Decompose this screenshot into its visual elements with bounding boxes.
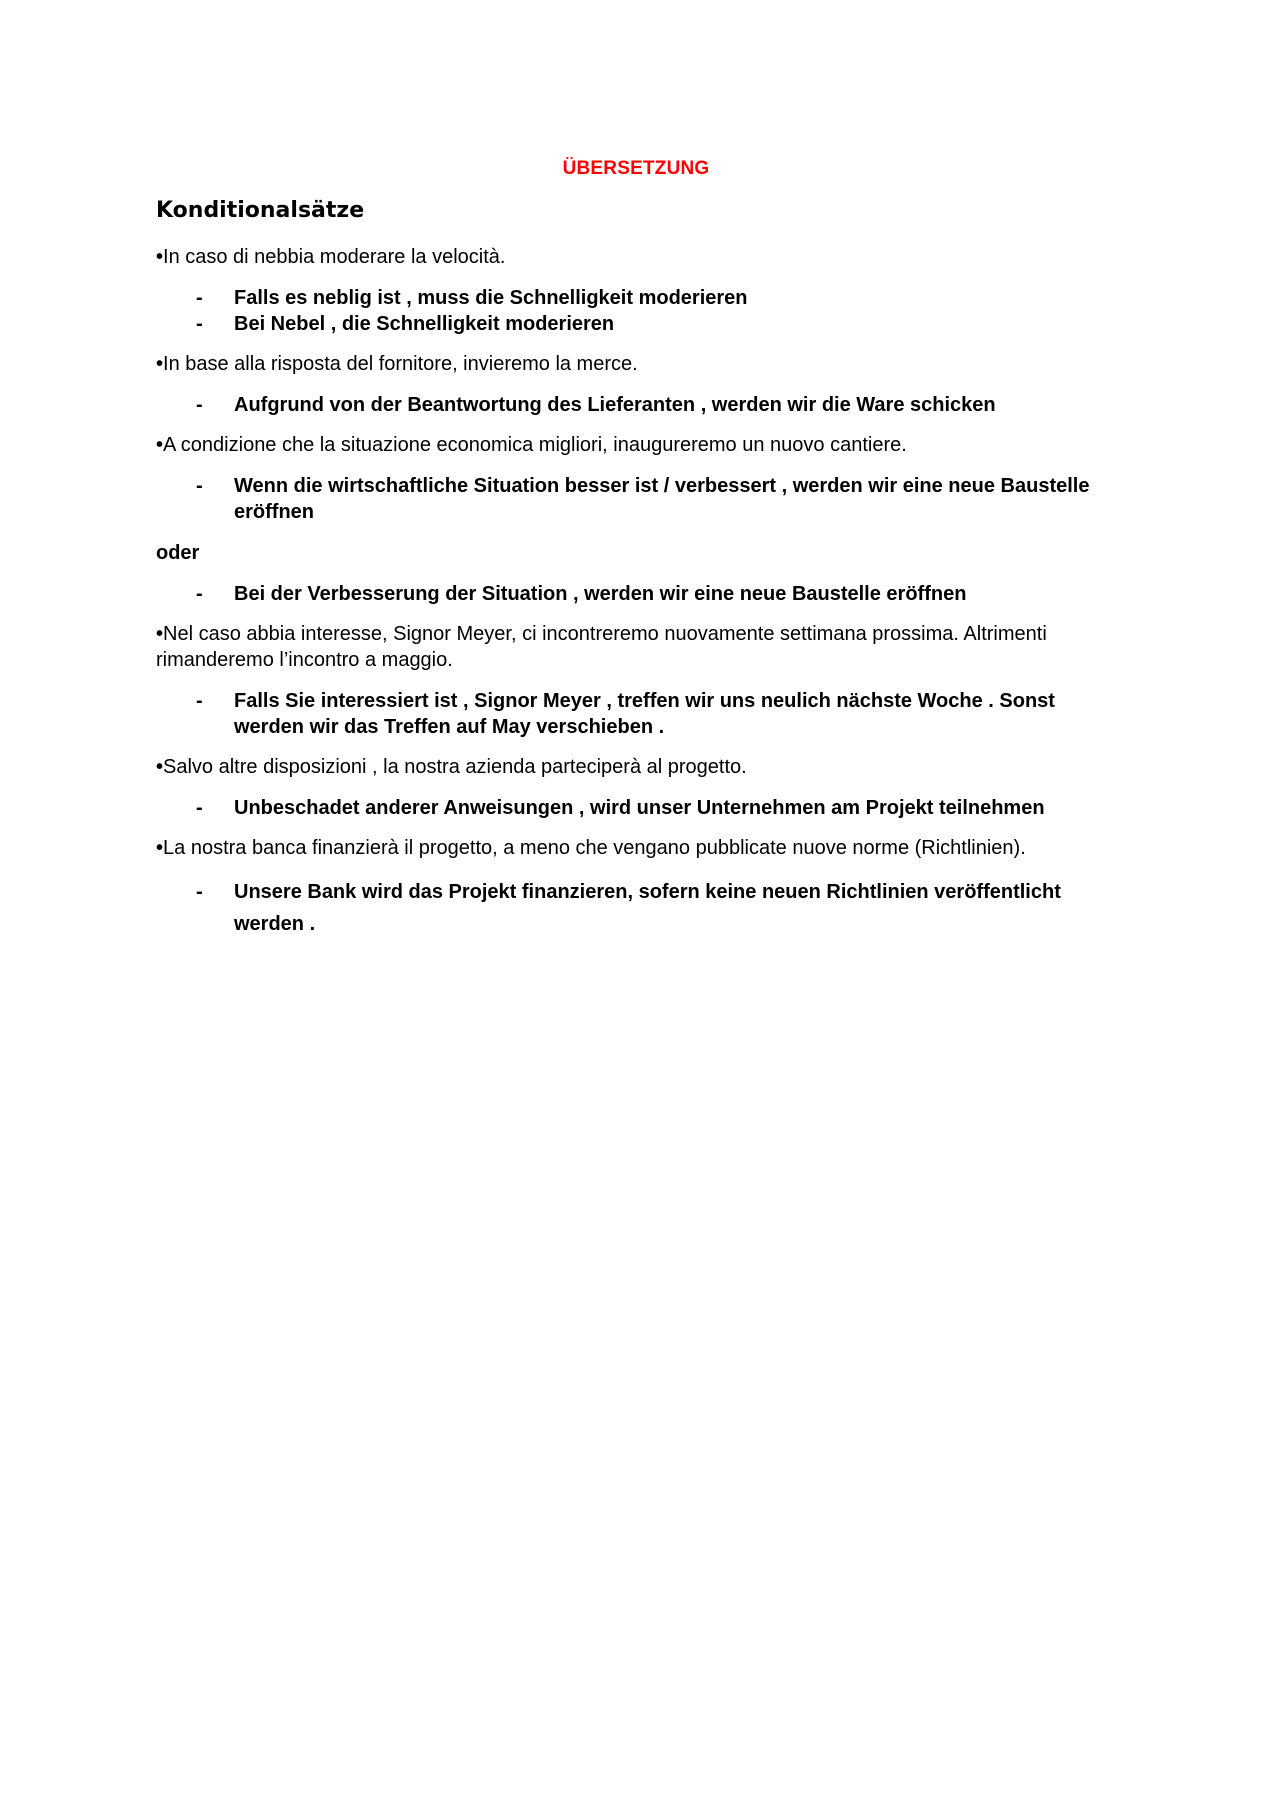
document-content bbox=[156, 150, 1116, 940]
translation-item bbox=[156, 876, 1116, 940]
translation-text: Falls es neblig ist , muss die Schnelligkeit moderieren bbox=[234, 287, 748, 309]
dash-icon: - bbox=[196, 475, 203, 497]
translation-list bbox=[156, 285, 1116, 337]
source-sentence bbox=[156, 244, 1116, 270]
source-sentence bbox=[156, 351, 1116, 377]
translation-text: Falls Sie interessiert ist , Signor Meyer , treffen wir uns neulich nächste Woche . Sonst werden wir das Treffen auf May verschieben . bbox=[234, 690, 1055, 738]
source-text: In base alla risposta del fornitore, invieremo la merce. bbox=[163, 353, 638, 375]
translation-text: Wenn die wirtschaftliche Situation besser ist / verbessert , werden wir eine neue Baustelle eröffnen bbox=[234, 475, 1090, 523]
translation-list bbox=[156, 876, 1116, 940]
translation-item bbox=[156, 795, 1116, 821]
source-text: In caso di nebbia moderare la velocità. bbox=[163, 246, 506, 268]
section-heading: Konditionalsätze bbox=[156, 198, 365, 223]
bullet-icon: • bbox=[156, 756, 164, 778]
dash-icon: - bbox=[196, 313, 203, 335]
translation-item bbox=[156, 581, 1116, 607]
document-title: ÜBERSETZUNG bbox=[562, 158, 710, 179]
translation-list bbox=[156, 795, 1116, 821]
translation-list bbox=[156, 581, 1116, 607]
bullet-icon: • bbox=[156, 353, 164, 375]
dash-icon: - bbox=[196, 287, 203, 309]
dash-icon: - bbox=[196, 394, 203, 416]
source-sentence bbox=[156, 432, 1116, 458]
dash-icon: - bbox=[196, 797, 203, 819]
translation-text: Unbeschadet anderer Anweisungen , wird unser Unternehmen am Projekt teilnehmen bbox=[234, 797, 1045, 819]
translation-text: Aufgrund von der Beantwortung des Lieferanten , werden wir die Ware schicken bbox=[234, 394, 996, 416]
dash-icon: - bbox=[196, 690, 203, 712]
translation-text: Bei der Verbesserung der Situation , werden wir eine neue Baustelle eröffnen bbox=[234, 583, 967, 605]
translation-item bbox=[156, 688, 1116, 740]
bullet-icon: • bbox=[156, 623, 164, 645]
source-sentence bbox=[156, 754, 1116, 780]
translation-list bbox=[156, 473, 1116, 525]
translation-text: Bei Nebel , die Schnelligkeit moderieren bbox=[234, 313, 615, 335]
source-sentence bbox=[156, 621, 1116, 673]
source-text: La nostra banca finanzierà il progetto, a meno che vengano pubblicate nuove norme (Richtlinien). bbox=[163, 837, 1026, 859]
translation-item bbox=[156, 311, 1116, 337]
source-text: Nel caso abbia interesse, Signor Meyer, ci incontreremo nuovamente settimana prossima. Altrimenti rimanderemo l’incontro a maggio. bbox=[156, 623, 1047, 671]
source-text: Salvo altre disposizioni , la nostra azienda parteciperà al progetto. bbox=[163, 756, 747, 778]
dash-icon: - bbox=[196, 583, 203, 605]
source-text: A condizione che la situazione economica migliori, inaugureremo un nuovo cantiere. bbox=[163, 434, 907, 456]
bullet-icon: • bbox=[156, 837, 164, 859]
translation-list bbox=[156, 392, 1116, 418]
bullet-icon: • bbox=[156, 246, 164, 268]
translation-item bbox=[156, 392, 1116, 418]
translation-item bbox=[156, 473, 1116, 525]
source-sentence bbox=[156, 835, 1116, 861]
bullet-icon: • bbox=[156, 434, 164, 456]
connector-word: oder bbox=[156, 542, 200, 564]
translation-item bbox=[156, 285, 1116, 311]
dash-icon: - bbox=[196, 881, 203, 903]
translation-text: Unsere Bank wird das Projekt finanzieren, sofern keine neuen Richtlinien veröffentlicht werden . bbox=[234, 881, 1061, 935]
translation-list bbox=[156, 688, 1116, 740]
